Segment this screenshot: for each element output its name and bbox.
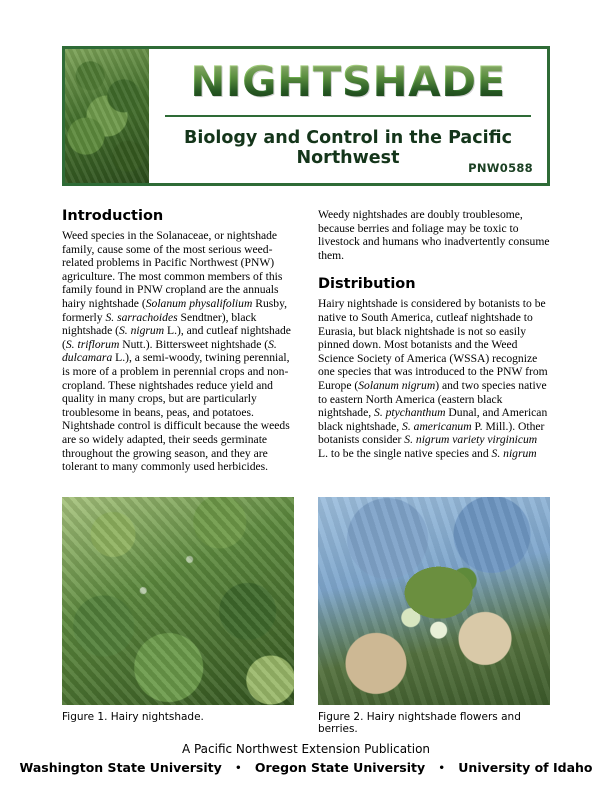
figure-1-caption: Figure 1. Hairy nightshade.: [62, 711, 204, 723]
figure-row: [62, 497, 550, 735]
institution-wsu: Washington State University: [19, 760, 222, 775]
introduction-paragraph-1: Weed species in the Solanaceae, or nightshade family, cause some of the most serious weed-related problems in Pacific Northwest (PNW) agriculture. The most common members of this family found in PNW cropland are the annuals hairy nightshade (Solanum physalifolium Rusby, formerly S. sarrachoides Sendtner), black nightshade (S. nigrum L.), and cutleaf nightshade (S. triflorum Nutt.). Bittersweet nightshade (S. dulcamara L.), a semi-woody, twining perennial, is more of a problem in perennial crops and non-cropland. These nightshades reduce yield and quality in many crops, but are particularly troublesome in beans, peas, and potatoes. Nightshade control is difficult because the weeds are so widely adapted, their seeds germinate throughout the growing season, and they are tolerant to many commonly used herbicides.: [62, 229, 291, 474]
footer-separator-1: •: [235, 763, 242, 774]
article-body: [62, 208, 550, 482]
publication-header-banner: [62, 46, 550, 186]
hairy-nightshade-flowers-berries-photo: [318, 497, 550, 705]
footer-publication-line: A Pacific Northwest Extension Publication: [181, 742, 431, 756]
page-title: NIGHTSHADE: [184, 61, 512, 103]
figure-1: [62, 497, 294, 735]
column-right: [318, 208, 550, 482]
page-subtitle: Biology and Control in the Pacific Northwest: [184, 128, 512, 168]
publication-number: PNW0588: [468, 161, 533, 175]
figure-2: [318, 497, 550, 735]
column-left: [62, 208, 294, 482]
footer-institutions-line: [0, 760, 612, 775]
institution-osu: Oregon State University: [254, 760, 426, 775]
footer-separator-2: •: [438, 763, 445, 774]
nightshade-plant-photo: [65, 49, 149, 183]
section-heading-distribution: Distribution: [318, 276, 416, 293]
section-heading-introduction: Introduction: [62, 208, 164, 224]
distribution-paragraph-1: Hairy nightshade is considered by botanists to be native to South America, cutleaf nightshade to Eurasia, but black nightshade is not so easily pinned down. Most botanists and the Weed Science Society of America (WSSA) recognize one species that was introduced to the PNW from Europe (Solanum nigrum) and two species native to eastern North America (eastern black nightshade, S. ptychanthum Dunal, and American black nightshade, S. americanum P. Mill.). Other botanists consider S. nigrum variety virginicum L. to be the single native species and S. nigrum: [318, 297, 548, 460]
header-text-block: [149, 49, 547, 183]
title-row: [149, 49, 547, 115]
introduction-paragraph-2: Weedy nightshades are doubly troublesome, because berries and foliage may be toxic to livestock and humans who inadvertently consume them.: [318, 208, 550, 262]
hairy-nightshade-plant-photo: [62, 497, 294, 705]
institution-uidaho: University of Idaho: [458, 760, 593, 775]
page-footer: [0, 742, 612, 775]
figure-2-caption: Figure 2. Hairy nightshade flowers and berries.: [318, 711, 521, 735]
